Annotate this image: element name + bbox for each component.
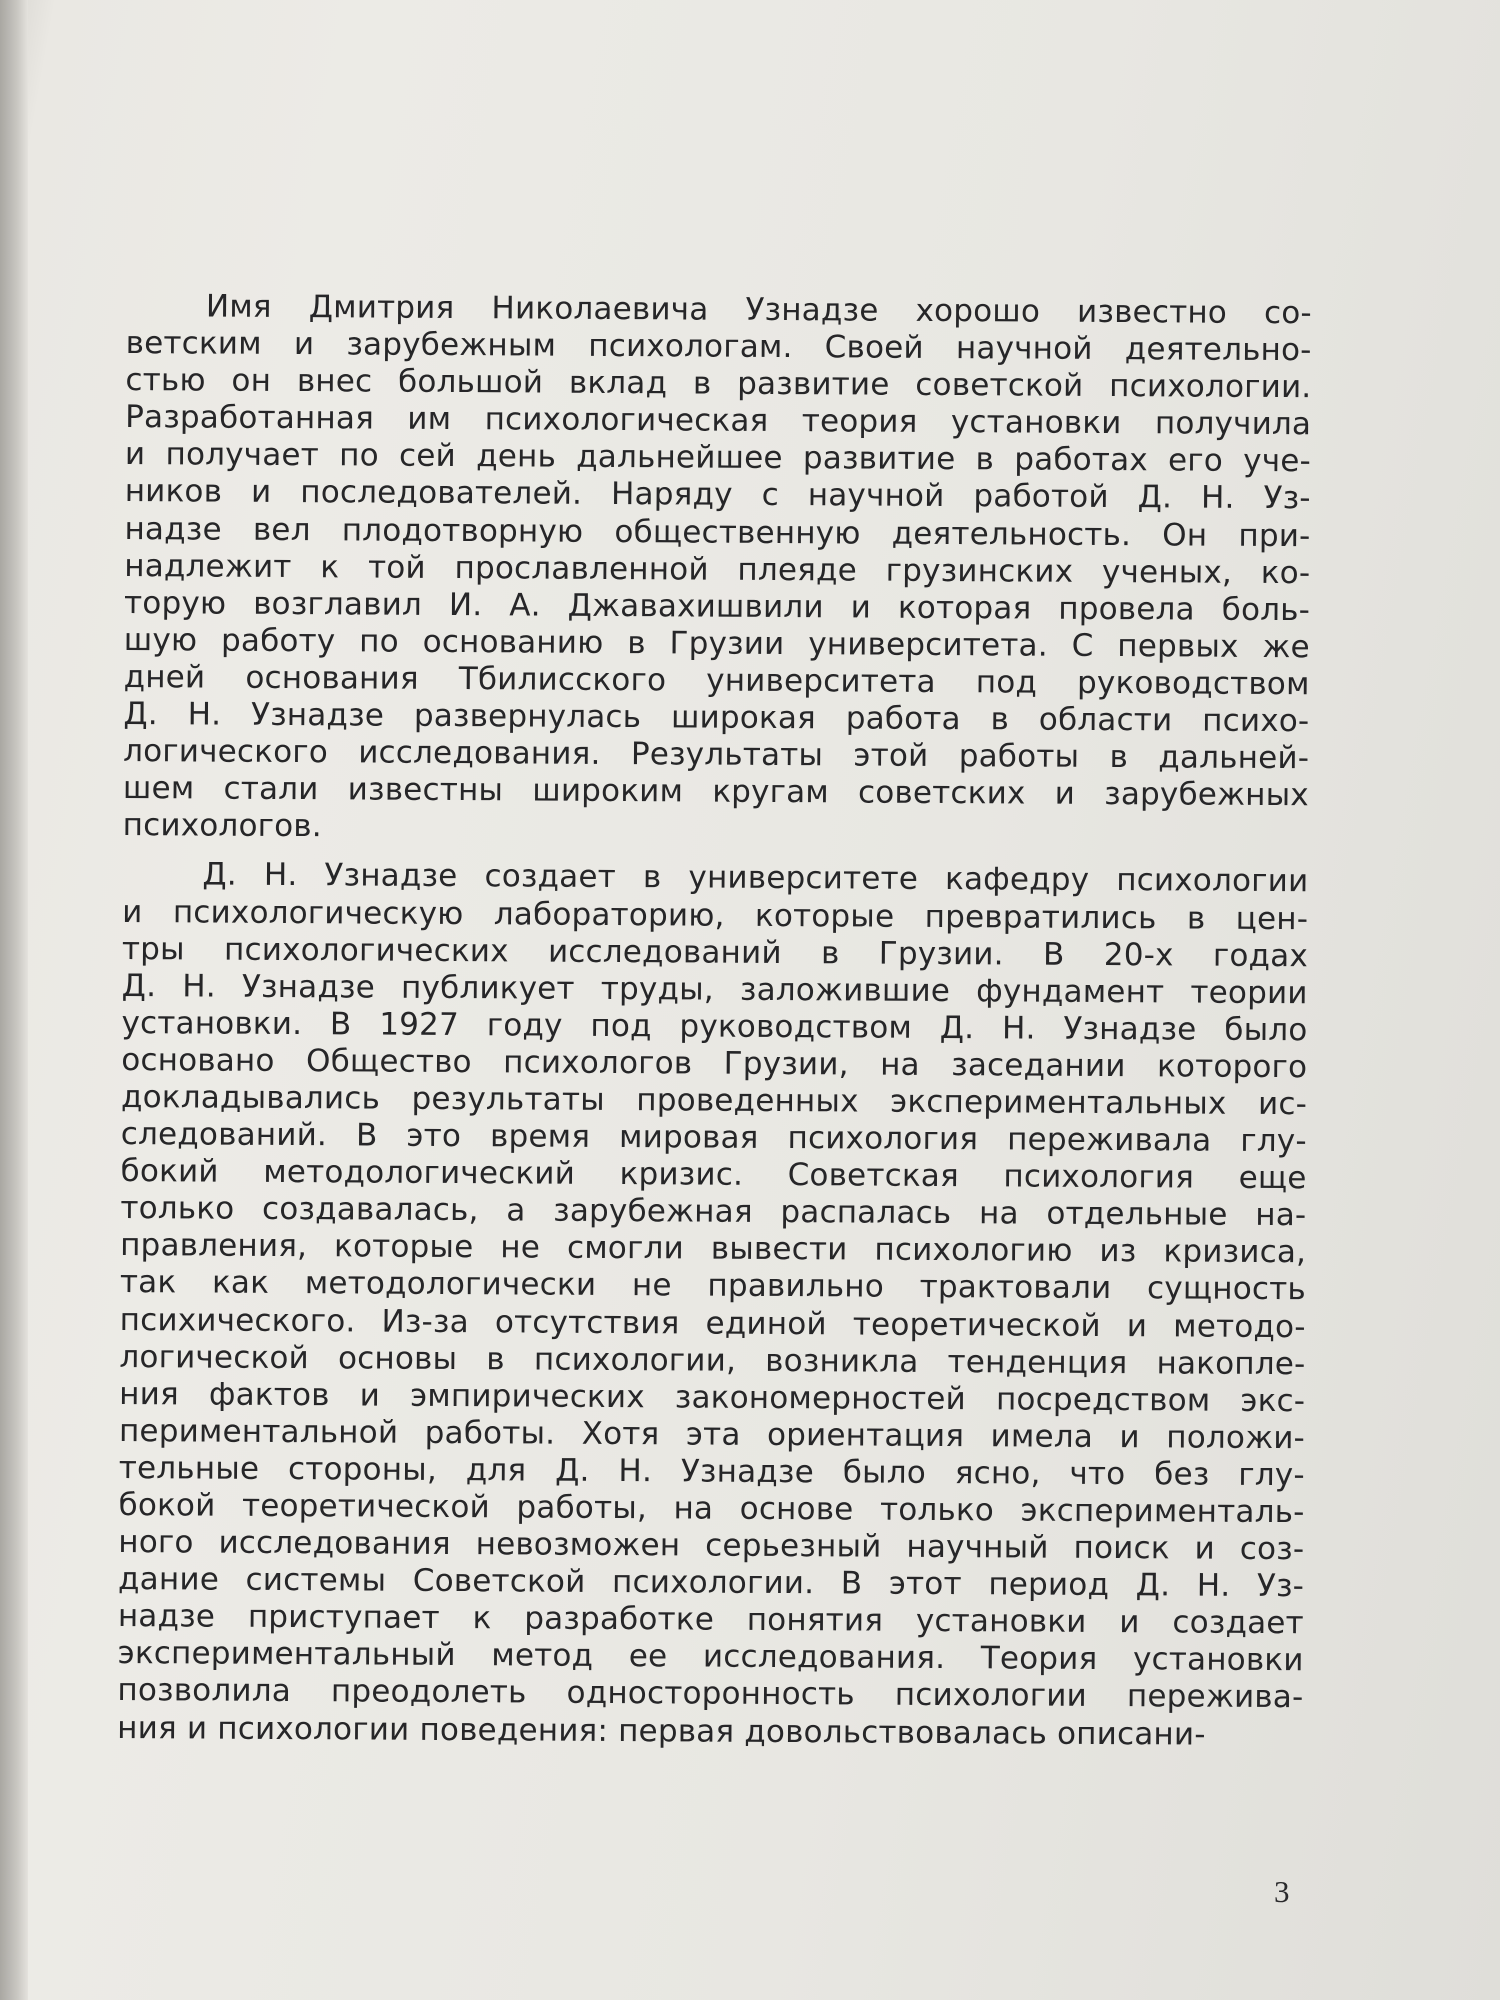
- text-line: логической основы в психологии, возникла тенденция накопле-: [119, 1338, 1306, 1382]
- text-line: основано Общество психологов Грузии, на заседании которого: [121, 1041, 1308, 1086]
- text-line: Д. Н. Узнадзе публикует труды, заложившие фундамент теории: [121, 967, 1308, 1011]
- text-line: надзе приступает к разработке понятия установки и создает: [117, 1598, 1304, 1642]
- page-number: 3: [1274, 1874, 1290, 1909]
- text-line: дание системы Советской психологии. В этот период Д. Н. Уз-: [118, 1561, 1305, 1605]
- text-line: ния и психологии поведения: первая довольствовалась описани-: [117, 1709, 1206, 1753]
- paragraph-2: [117, 856, 1308, 1753]
- text-line: и получает по сей день дальнейшее развитие в работах его уче-: [124, 436, 1312, 480]
- text-line: надлежит к той прославленной плеяде грузинских ученых, ко-: [124, 547, 1311, 591]
- paragraph-1: [123, 288, 1312, 852]
- text-line: ного исследования невозможен серьезный научный поиск и соз-: [118, 1524, 1305, 1568]
- text-line: ветским и зарубежным психологам. Своей научной деятельно-: [125, 325, 1312, 369]
- body-text: [117, 288, 1312, 1754]
- book-binding-gutter: [0, 0, 28, 2000]
- text-line: дней основания Тбилисского университета под руководством: [123, 658, 1310, 703]
- text-line: торую возглавил И. А. Джавахишвили и которая провела боль-: [123, 584, 1311, 628]
- text-line: бокой теоретической работы, на основе только эксперименталь-: [118, 1486, 1305, 1531]
- text-line: тельные стороны, для Д. Н. Узнадзе было ясно, что без глу-: [118, 1449, 1305, 1494]
- text-line: периментальной работы. Хотя эта ориентация имела и положи-: [118, 1412, 1306, 1457]
- text-line: логического исследования. Результаты этой работы в дальней-: [123, 733, 1310, 777]
- text-line: Разработанная им психологическая теория установки получила: [125, 399, 1312, 443]
- text-line: стью он внес большой вклад в развитие советской психологии.: [125, 362, 1312, 406]
- text-line: психического. Из-за отсутствия единой теоретической и методо-: [119, 1301, 1306, 1345]
- text-line: следований. В это время мировая психология переживала глу-: [120, 1116, 1307, 1160]
- text-line: ния фактов и эмпирических закономерностей посредством экс-: [119, 1375, 1306, 1419]
- text-line: ников и последователей. Наряду с научной работой Д. Н. Уз-: [124, 473, 1311, 517]
- text-line: и психологическую лабораторию, которые превратились в цен-: [122, 893, 1309, 937]
- text-line: надзе вел плодотворную общественную деятельность. Он при-: [124, 510, 1311, 554]
- text-line: докладывались результаты проведенных экспериментальных ис-: [120, 1078, 1308, 1123]
- text-line: Д. Н. Узнадзе развернулась широкая работа в области психо-: [123, 696, 1310, 740]
- text-line: позволила преодолеть односторонность психологии пережива-: [117, 1672, 1304, 1716]
- text-line: шем стали известны широким кругам советских и зарубежных: [122, 770, 1310, 814]
- text-line: тры психологических исследований в Грузии. В 20-х годах: [121, 930, 1309, 974]
- show-through-text: [120, 0, 1360, 300]
- text-line: экспериментальный метод ее исследования. Теория установки: [117, 1635, 1304, 1679]
- text-line: Имя Дмитрия Николаевича Узнадзе хорошо известно со-: [205, 288, 1312, 332]
- text-line: правления, которые не смогли вывести психологию из кризиса,: [120, 1227, 1307, 1271]
- text-line: бокий методологический кризис. Советская психология еще: [120, 1153, 1307, 1197]
- text-line: шую работу по основанию в Грузии университета. С первых же: [123, 621, 1310, 666]
- text-line: психологов.: [122, 807, 322, 845]
- text-line: так как методологически не правильно трактовали сущность: [119, 1264, 1307, 1308]
- text-line: Д. Н. Узнадзе создает в университете кафедру психологии: [202, 856, 1309, 900]
- text-line: только создавалась, а зарубежная распалась на отдельные на-: [120, 1190, 1307, 1234]
- text-line: установки. В 1927 году под руководством Д. Н. Узнадзе было: [121, 1004, 1308, 1049]
